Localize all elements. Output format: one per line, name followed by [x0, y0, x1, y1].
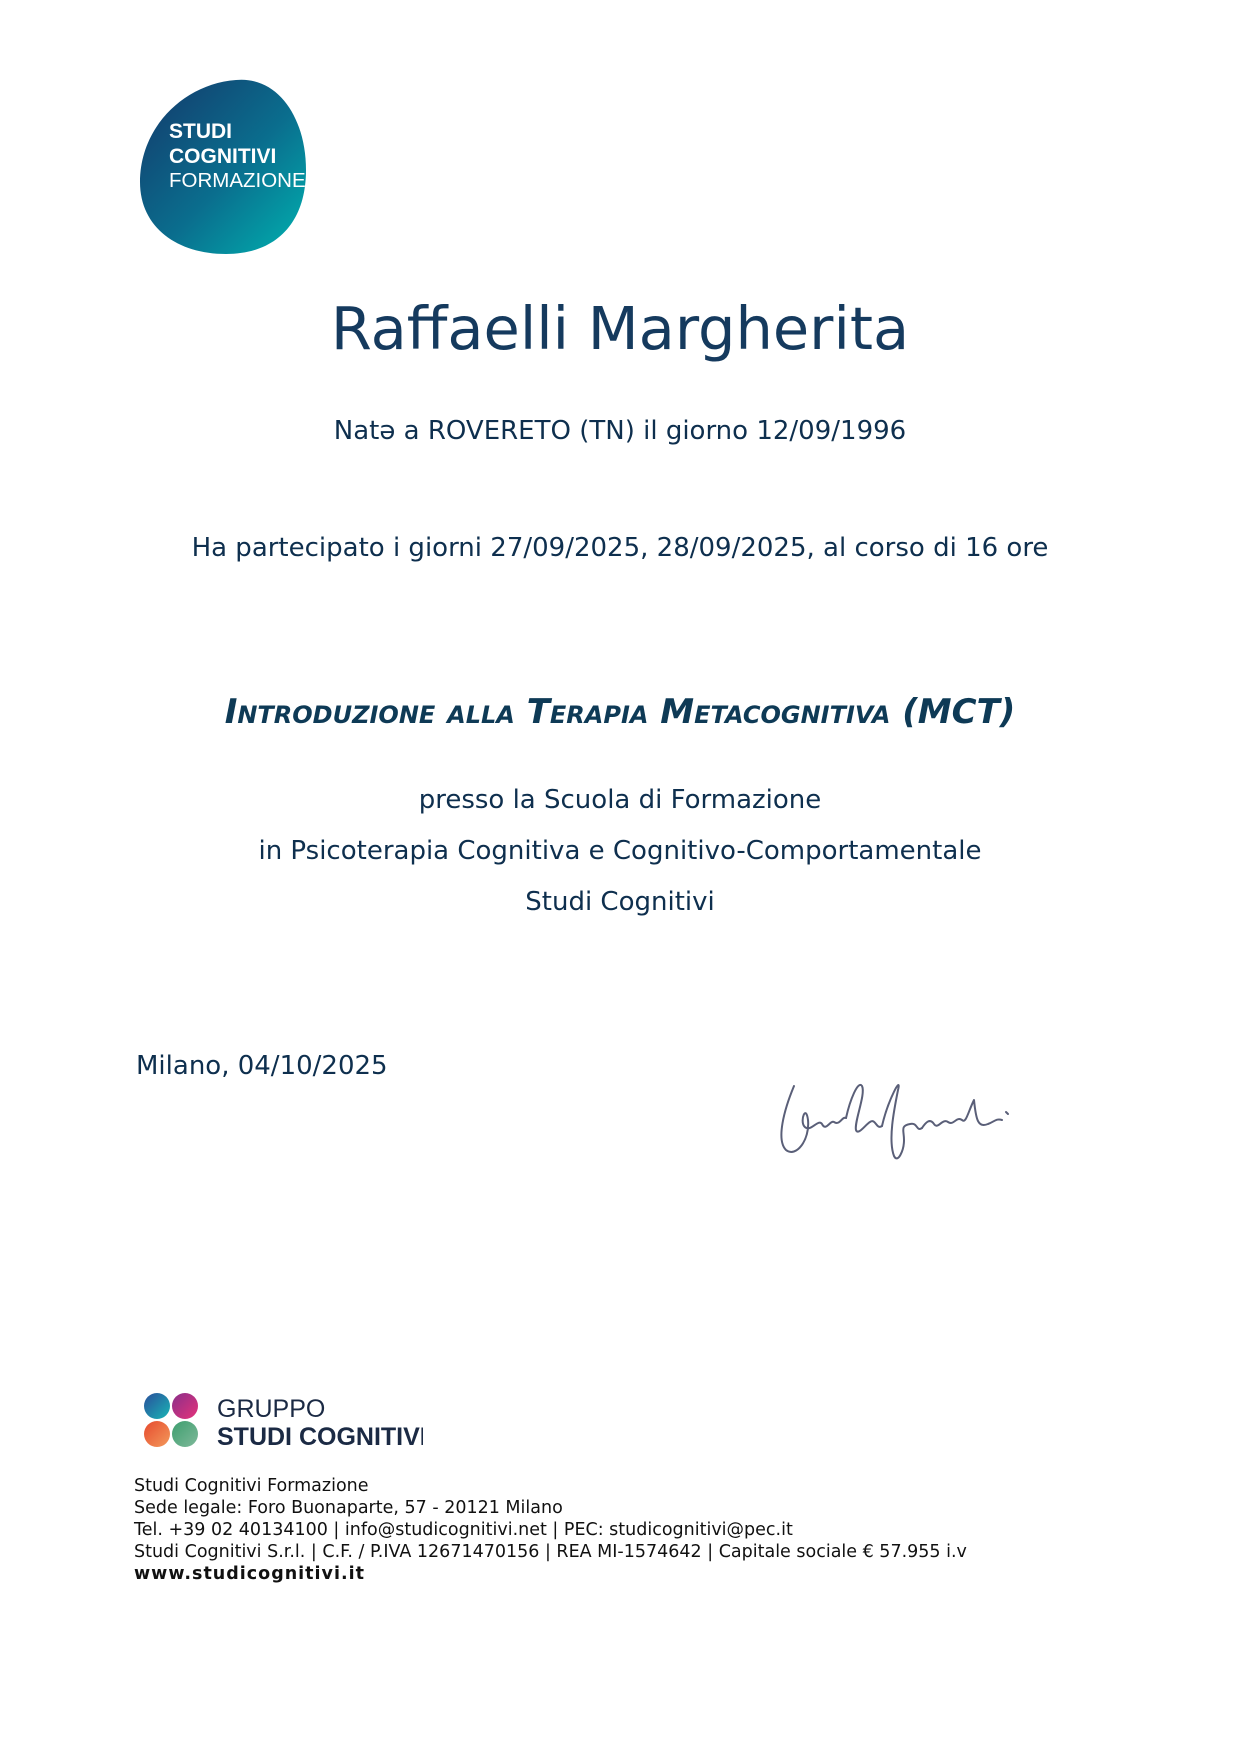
- group-logo-line1: GRUPPO: [217, 1395, 326, 1423]
- logo-text-cognitivi: COGNITIVI: [169, 145, 277, 168]
- group-logo-graphic: [143, 1393, 423, 1451]
- group-logo-line2: STUDI COGNITIVI: [217, 1423, 423, 1451]
- dot-magenta-icon: [172, 1393, 198, 1419]
- footer-address: Sede legale: Foro Buonaparte, 57 - 20121 Milano: [134, 1498, 563, 1518]
- footer-website-link[interactable]: www.studicognitivi.it: [134, 1564, 365, 1584]
- footer-legal: Studi Cognitivi S.r.l. | C.F. / P.IVA 12671470156 | REA MI-1574642 | Capitale sociale € 57.955 i.v: [134, 1542, 967, 1562]
- studi-cognitivi-formazione-logo: [138, 78, 308, 256]
- logo-text-formazione: FORMAZIONE: [169, 169, 306, 192]
- dot-orange-icon: [144, 1421, 170, 1447]
- school-line-2: in Psicoterapia Cognitiva e Cognitivo-Comportamentale: [258, 836, 982, 866]
- footer-company: Studi Cognitivi Formazione: [134, 1476, 369, 1496]
- logo-text-studi: STUDI: [169, 120, 232, 143]
- school-line-1: presso la Scuola di Formazione: [418, 785, 822, 815]
- school-info: [0, 775, 1240, 928]
- course-title: Introduzione alla Terapia Metacognitiva (MCT): [224, 692, 1016, 732]
- signature-image: [770, 1060, 1020, 1170]
- dot-blue-icon: [144, 1393, 170, 1419]
- recipient-name: Raffaelli Margherita: [330, 294, 910, 363]
- school-line-3: Studi Cognitivi: [525, 887, 715, 917]
- attendance-statement: Ha partecipato i giorni 27/09/2025, 28/09/2025, al corso di 16 ore: [191, 533, 1049, 563]
- place-date: Milano, 04/10/2025: [136, 1051, 388, 1081]
- birth-info: Natə a ROVERETO (TN) il giorno 12/09/1996: [333, 416, 907, 446]
- footer-contacts: Tel. +39 02 40134100 | info@studicognitivi.net | PEC: studicognitivi@pec.it: [134, 1520, 793, 1540]
- gruppo-studi-cognitivi-logo: [143, 1393, 423, 1451]
- footer: [134, 1475, 967, 1585]
- dot-green-icon: [172, 1421, 198, 1447]
